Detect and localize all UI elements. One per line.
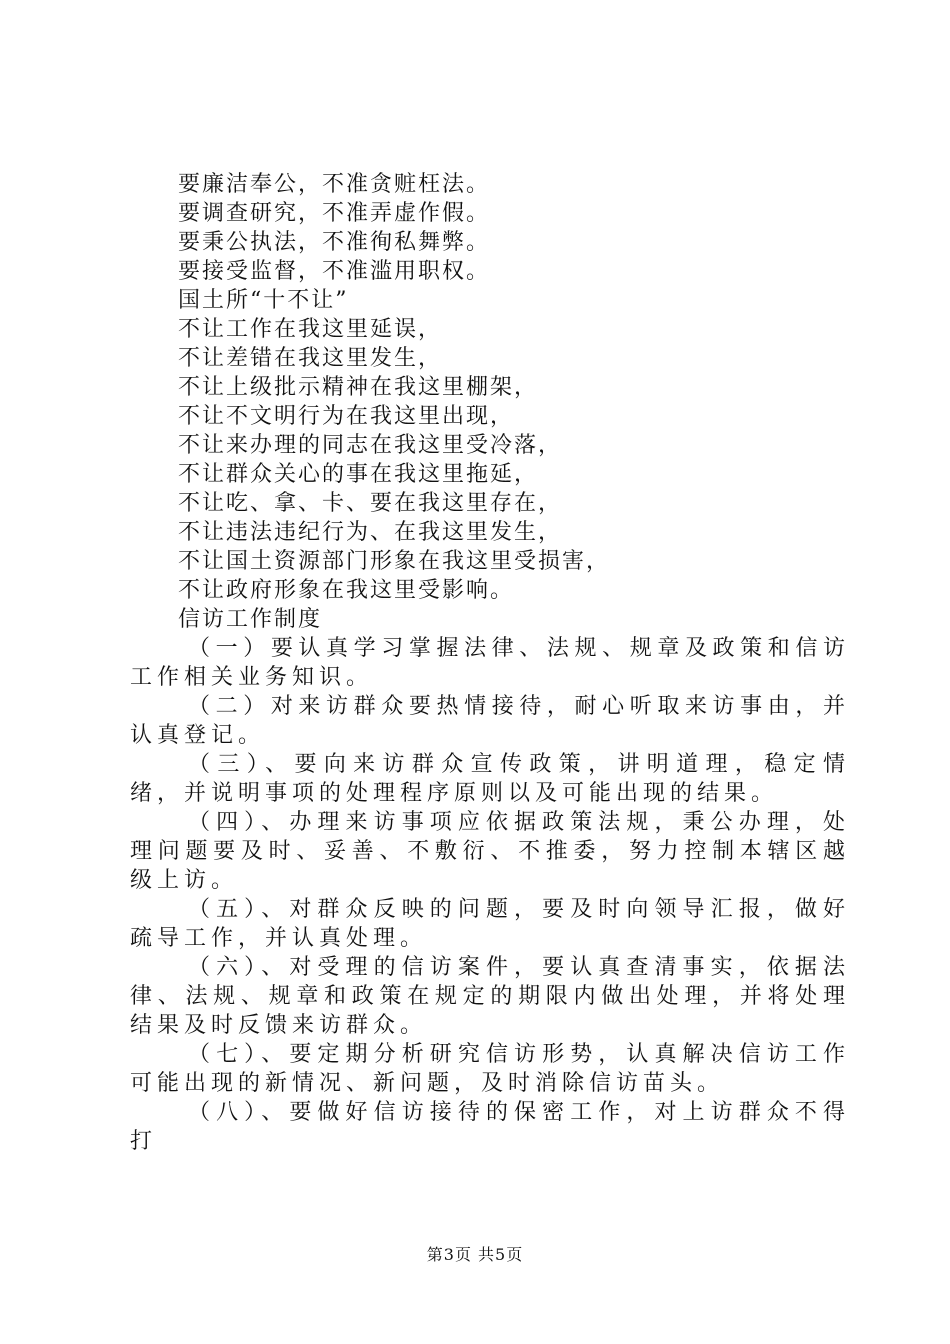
text-line: 不让上级批示精神在我这里棚架，: [178, 375, 539, 400]
text-line: 不让违法违纪行为、在我这里发生，: [178, 520, 563, 545]
text-line: 要秉公执法，不准徇私舞弊。: [178, 230, 491, 255]
paragraph: （三）、要向来访群众宣传政策，讲明道理，稳定情绪，并说明事项的处理程序原则以及可能出现的结果。: [130, 752, 850, 806]
document-body: [130, 170, 850, 1156]
text-line: 要廉洁奉公，不准贪赃枉法。: [178, 172, 491, 197]
paragraph: （七）、要定期分析研究信访形势，认真解决信访工作可能出现的新情况、新问题，及时消除信访苗头。: [130, 1042, 850, 1096]
page-number-footer: 第3页 共5页: [426, 1245, 524, 1264]
paragraph: （一）要认真学习掌握法律、法规、规章及政策和信访工作相关业务知识。: [130, 636, 850, 690]
text-line: 不让不文明行为在我这里出现，: [178, 404, 515, 429]
paragraph: （五）、对群众反映的问题，要及时向领导汇报，做好疏导工作，并认真处理。: [130, 897, 850, 951]
text-line: 不让工作在我这里延误，: [178, 317, 443, 342]
section-heading: 国土所“十不让”: [178, 288, 349, 313]
text-line: 不让群众关心的事在我这里拖延，: [178, 462, 539, 487]
paragraph: （二）对来访群众要热情接待，耐心听取来访事由，并认真登记。: [130, 694, 850, 748]
text-line: 要接受监督，不准滥用职权。: [178, 259, 491, 284]
paragraph: （四）、办理来访事项应依据政策法规，秉公办理，处理问题要及时、妥善、不敷衍、不推委，努力控制本辖区越级上访。: [130, 810, 850, 893]
text-line: 不让吃、拿、卡、要在我这里存在，: [178, 491, 563, 516]
paragraph: （八）、要做好信访接待的保密工作，对上访群众不得打: [130, 1100, 850, 1154]
text-line: 不让国土资源部门形象在我这里受损害，: [178, 549, 611, 574]
paragraph: （六）、对受理的信访案件，要认真查清事实，依据法律、法规、规章和政策在规定的期限内做出处理，并将处理结果及时反馈来访群众。: [130, 955, 850, 1038]
text-line: 不让差错在我这里发生，: [178, 346, 443, 371]
text-line: 要调查研究，不准弄虚作假。: [178, 201, 491, 226]
text-line: 不让来办理的同志在我这里受冷落，: [178, 433, 563, 458]
section-heading: 信访工作制度: [178, 607, 323, 632]
text-line: 不让政府形象在我这里受影响。: [178, 578, 515, 603]
